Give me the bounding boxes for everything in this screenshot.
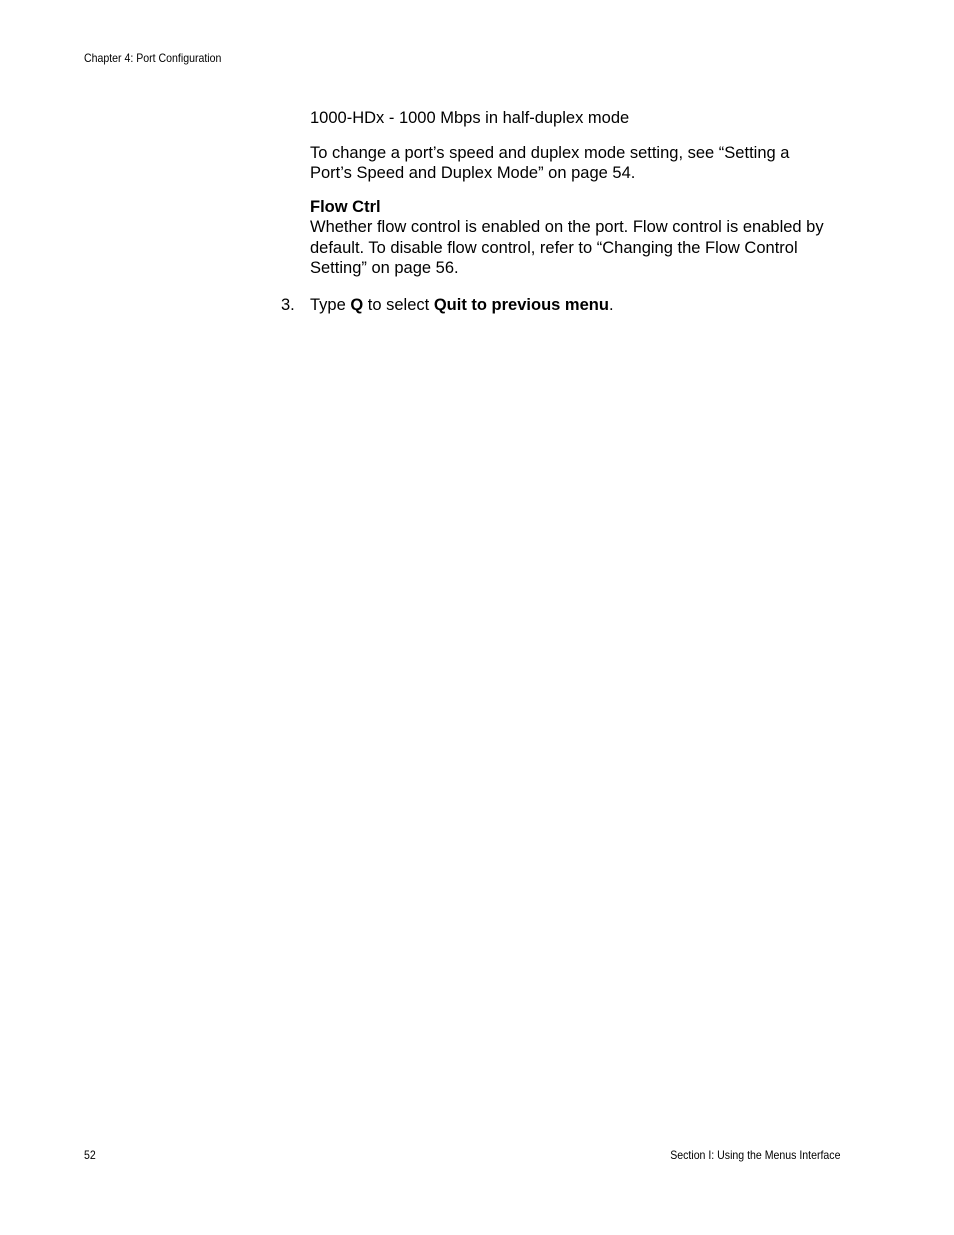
page-number: 52 — [84, 1148, 96, 1162]
step-text: . — [608, 296, 614, 314]
step-number: 3. — [281, 296, 295, 314]
speed-duplex-paragraph — [310, 143, 850, 184]
paragraph-line: Port’s Speed and Duplex Mode” on page 54. — [310, 164, 636, 183]
paragraph-line: Whether flow control is enabled on the port. Flow control is enabled by — [310, 218, 824, 237]
step-3 — [281, 295, 614, 315]
paragraph-line: To change a port’s speed and duplex mode setting, see “Setting a — [310, 144, 790, 162]
running-footer: Section I: Using the Menus Interface — [669, 1148, 840, 1162]
paragraph-line: Setting” on page 56. — [310, 259, 459, 278]
step-menu-item: Quit to previous menu — [433, 296, 609, 314]
step-key: Q — [350, 296, 364, 314]
flow-ctrl-heading: Flow Ctrl — [310, 198, 381, 216]
step-text: to select — [363, 296, 434, 314]
running-header: Chapter 4: Port Configuration — [84, 51, 222, 65]
paragraph-line: default. To disable flow control, refer to “Changing the Flow Control — [310, 238, 798, 257]
step-text: Type — [310, 296, 351, 314]
hdx-mode-line: 1000-HDx - 1000 Mbps in half-duplex mode — [310, 109, 630, 127]
flow-ctrl-section — [310, 197, 850, 279]
